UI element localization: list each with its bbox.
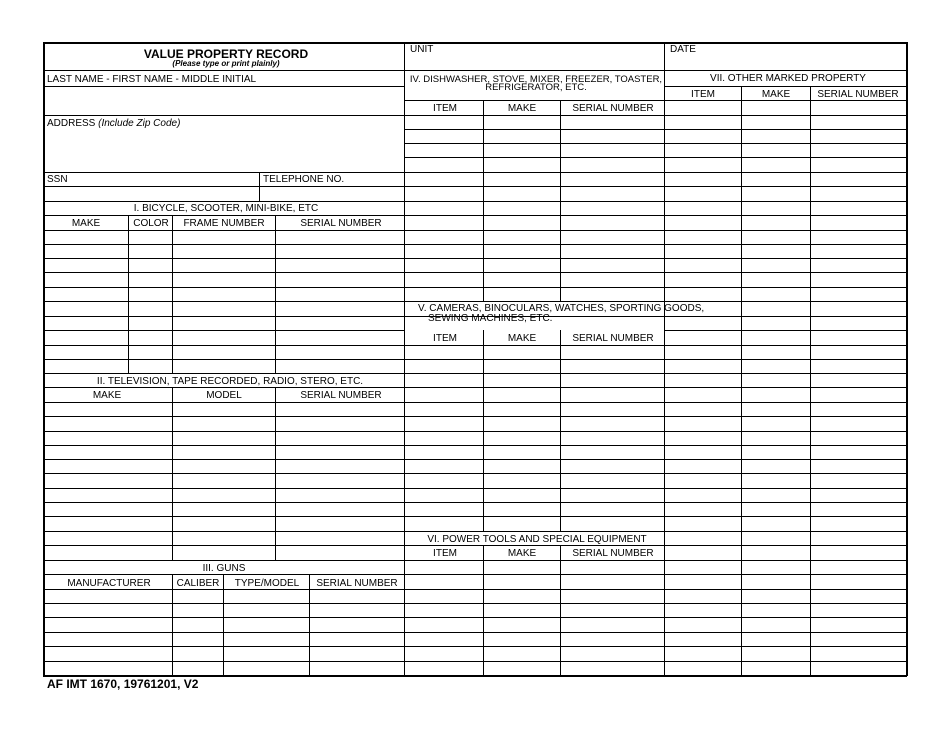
rule-h	[404, 574, 906, 575]
rule-v	[741, 86, 742, 675]
rule-h	[43, 416, 404, 417]
rule-h	[664, 330, 906, 331]
section7-col-item: ITEM	[691, 89, 715, 100]
rule-h	[404, 431, 906, 432]
rule-h	[43, 258, 404, 259]
rule-h	[404, 516, 906, 517]
rule-h	[43, 316, 404, 317]
rule-h	[43, 345, 404, 346]
section7-title: VII. OTHER MARKED PROPERTY	[710, 73, 866, 84]
rule-v	[810, 86, 811, 675]
rule-h	[404, 258, 906, 259]
name-label: LAST NAME - FIRST NAME - MIDDLE INITIAL	[47, 74, 257, 85]
rule-v	[560, 100, 561, 301]
date-label: DATE	[670, 44, 696, 55]
section5-col-serial-number: SERIAL NUMBER	[572, 333, 654, 344]
rule-h	[404, 129, 906, 130]
rule-h	[404, 661, 906, 662]
rule-h	[43, 431, 404, 432]
ssn-label: SSN	[47, 174, 68, 185]
rule-h	[404, 373, 906, 374]
section3-title: III. GUNS	[202, 563, 246, 574]
section6-col-make: MAKE	[507, 548, 537, 559]
rule-v	[223, 574, 224, 675]
rule-h	[43, 115, 404, 116]
rule-v	[172, 387, 173, 560]
rule-v	[560, 330, 561, 531]
rule-h	[404, 359, 906, 360]
rule-h	[43, 70, 404, 71]
rule-h	[43, 560, 404, 561]
rule-h	[664, 531, 906, 532]
rule-v	[128, 215, 129, 373]
rule-v	[309, 574, 310, 675]
address-label	[47, 118, 180, 130]
rule-h	[404, 488, 906, 489]
name-field[interactable]	[44, 86, 404, 114]
rule-h	[43, 301, 404, 302]
rule-h	[43, 502, 404, 503]
address-field[interactable]	[44, 130, 404, 171]
section5-col-make: MAKE	[507, 333, 537, 344]
rule-h	[404, 215, 906, 216]
rule-h	[43, 531, 404, 532]
rule-v	[906, 42, 908, 676]
rule-h	[404, 445, 906, 446]
section1-col-frame-number: FRAME NUMBER	[183, 218, 265, 229]
rule-h	[43, 272, 404, 273]
rule-h	[404, 387, 906, 388]
section4-col-item: ITEM	[433, 103, 457, 114]
ssn-field[interactable]	[44, 186, 259, 201]
rule-h	[43, 359, 404, 360]
rule-h	[43, 42, 907, 44]
rule-h	[404, 502, 906, 503]
form-title: VALUE PROPERTY RECORD	[143, 47, 309, 61]
rule-v	[483, 545, 484, 675]
rule-h	[404, 143, 906, 144]
rule-h	[43, 172, 404, 173]
section7-col-make: MAKE	[761, 89, 791, 100]
rule-h	[404, 617, 906, 618]
section4-col-make: MAKE	[507, 103, 537, 114]
section3-col-type-model: TYPE/MODEL	[234, 578, 300, 589]
section2-title: II. TELEVISION, TAPE RECORDED, RADIO, STERO, ETC.	[96, 376, 364, 387]
rule-h	[43, 287, 404, 288]
telephone-label: TELEPHONE NO.	[263, 174, 345, 185]
rule-h	[664, 316, 906, 317]
rule-h	[404, 157, 906, 158]
section1-col-make: MAKE	[71, 218, 101, 229]
rule-h	[404, 531, 664, 532]
rule-h	[43, 516, 404, 517]
rule-h	[404, 646, 906, 647]
rule-h	[404, 345, 906, 346]
rule-v	[172, 574, 173, 675]
rule-h	[404, 589, 906, 590]
section3-col-manufacturer: MANUFACTURER	[67, 578, 151, 589]
rule-h	[43, 445, 404, 446]
rule-v	[483, 100, 484, 301]
rule-h	[404, 560, 906, 561]
rule-h	[404, 115, 906, 116]
rule-h	[404, 70, 906, 71]
section2-col-model: MODEL	[206, 390, 242, 401]
rule-h	[404, 172, 906, 173]
rule-h	[43, 244, 404, 245]
rule-h	[43, 330, 404, 331]
rule-v	[275, 387, 276, 560]
rule-h	[404, 186, 906, 187]
section3-col-serial-number: SERIAL NUMBER	[316, 578, 398, 589]
rule-h	[404, 201, 906, 202]
section4-title-line2: REFRIGERATOR, ETC.	[485, 82, 587, 93]
rule-h	[43, 545, 404, 546]
rule-h	[404, 272, 906, 273]
section6-col-item: ITEM	[433, 548, 457, 559]
rule-h	[404, 301, 906, 302]
form-subtitle: (Please type or print plainly)	[172, 59, 280, 68]
rule-h	[404, 603, 906, 604]
unit-label: UNIT	[410, 44, 434, 55]
section2-col-make: MAKE	[92, 390, 122, 401]
form-number-footer: AF IMT 1670, 19761201, V2	[47, 677, 199, 691]
telephone-field[interactable]	[260, 186, 404, 201]
rule-h	[404, 287, 906, 288]
section5-title-line1: V. CAMERAS, BINOCULARS, WATCHES, SPORTING GOODS,	[418, 303, 705, 314]
section1-col-serial-number: SERIAL NUMBER	[300, 218, 382, 229]
rule-h	[664, 86, 906, 87]
section1-col-color: COLOR	[133, 218, 169, 229]
section6-title: VI. POWER TOOLS AND SPECIAL EQUIPMENT	[427, 534, 647, 545]
section1-title: I. BICYCLE, SCOOTER, MINI-BIKE, ETC	[133, 203, 319, 214]
rule-v	[483, 330, 484, 531]
rule-h	[43, 459, 404, 460]
address-label-text: ADDRESS	[47, 118, 96, 129]
rule-h	[43, 215, 404, 216]
section2-col-serial-number: SERIAL NUMBER	[300, 390, 382, 401]
rule-h	[664, 545, 906, 546]
rule-h	[404, 416, 906, 417]
rule-h	[404, 632, 906, 633]
rule-h	[43, 473, 404, 474]
rule-h	[404, 244, 906, 245]
rule-v	[172, 215, 173, 373]
date-field[interactable]	[665, 55, 906, 70]
address-note: (Include Zip Code)	[98, 118, 181, 129]
section4-title-line1: IV. DISHWASHER, STOVE, MIXER, FREEZER, TOASTER,	[409, 74, 663, 85]
rule-h	[43, 201, 404, 202]
rule-h	[404, 473, 906, 474]
section5-title-line2: SEWING MACHINES, ETC.	[428, 313, 553, 324]
section5-col-item: ITEM	[433, 333, 457, 344]
rule-h	[404, 230, 906, 231]
rule-h	[43, 488, 404, 489]
rule-h	[43, 402, 404, 403]
rule-h	[43, 373, 404, 374]
section3-col-caliber: CALIBER	[176, 578, 220, 589]
rule-h	[404, 459, 906, 460]
section6-col-serial-number: SERIAL NUMBER	[572, 548, 654, 559]
rule-v	[560, 545, 561, 675]
rule-h	[43, 230, 404, 231]
section4-col-serial-number: SERIAL NUMBER	[572, 103, 654, 114]
rule-v	[275, 215, 276, 373]
unit-field[interactable]	[405, 55, 665, 70]
rule-h	[404, 402, 906, 403]
section7-col-serial-number: SERIAL NUMBER	[817, 89, 899, 100]
